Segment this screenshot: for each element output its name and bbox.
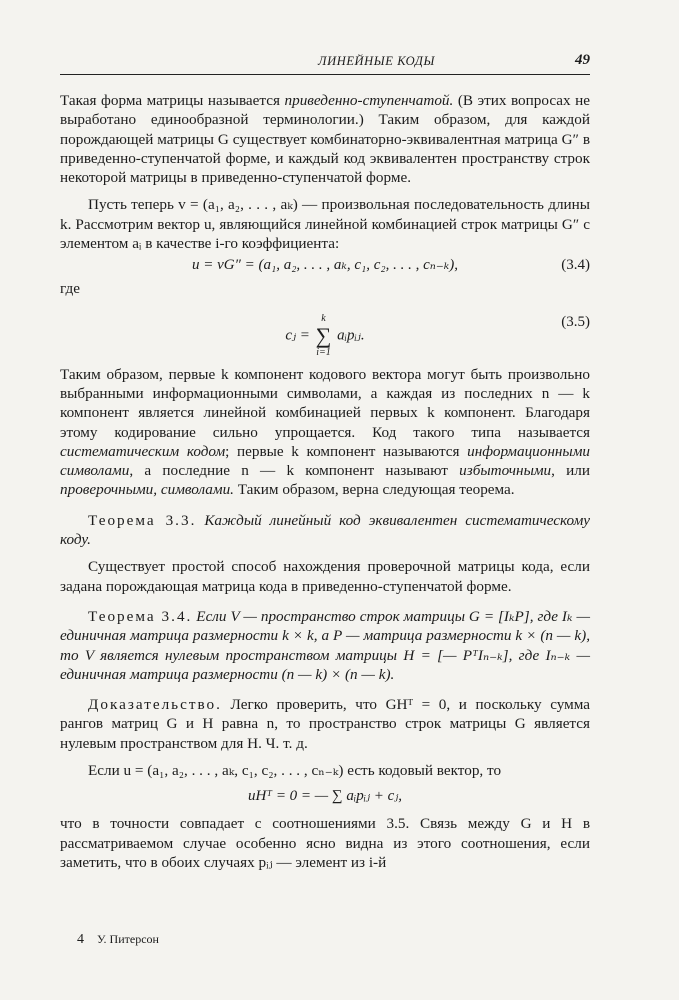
theorem-3-3-statement: Каждый линейный код эквивалентен систематическому коду. (60, 511, 591, 549)
paragraph-relation-g-h: что в точности совпадает с соотношениями 3.5. Связь между G и H в рассматриваемом случае особенно ясно видна из этого соотношения, если заметить, что в обоих случаях pᵢⱼ — элемент из i-й (60, 815, 590, 871)
theorem-3-3 (60, 511, 590, 550)
theorem-3-4-statement: Если V — пространство строк матрицы G = [IₖP], где Iₖ — единичная матрица размерности k × k, а P — матрица размерности k × (n — k), то V является нулевым пространством матрицы H = [— PᵀIₙ₋ₖ], где Iₙ₋ₖ — единичная матрица размерности (n — k) × (n — k). (60, 607, 590, 683)
text-run: ; первые k компонент называются (225, 442, 468, 460)
equation-3-4-number: (3.4) (561, 257, 590, 274)
summation-sign (316, 313, 332, 359)
theorem-3-4-label: Теорема 3.4. (88, 607, 193, 625)
text-run: Таким образом, первые k компонент кодового вектора могут быть произвольно выбранными информационными символами, а каждая из последних n — k компонент является линейной комбинацией первых k компонент. Благодаря этому кодирование сильно упрощается. Код такого типа называется (60, 365, 590, 441)
equation-3-5 (60, 299, 590, 357)
text-run: , или (551, 462, 590, 480)
theorem-3-3-label: Теорема 3.3. (88, 511, 197, 529)
equation-uh-expression: uHᵀ = 0 = — ∑ aᵢpᵢⱼ + cⱼ, (247, 788, 403, 805)
page-number: 49 (575, 52, 590, 68)
text-run: , а последние n — k компонент называют (129, 462, 460, 480)
equation-3-5-lhs: cⱼ = (285, 327, 310, 344)
term-reduced-echelon: приведенно-ступенчатой. (284, 92, 454, 109)
equation-3-5-number: (3.5) (561, 313, 590, 330)
text-run: Таким образом, верна следующая теорема. (233, 481, 515, 499)
equation-3-5-expression (60, 313, 590, 359)
theorem-3-4 (60, 607, 590, 684)
term-information-symbols: информационными символами (60, 442, 591, 480)
term-redundant: избыточными (459, 462, 552, 480)
paragraph-systematic-code (60, 365, 590, 500)
equation-3-5-rhs: aᵢpᵢⱼ. (337, 327, 365, 344)
page-header (60, 50, 590, 75)
equation-3-4-expression: u = vG″ = (a₁, a₂, . . . , aₖ, c₁, c₂, . . . , cₙ₋ₖ), (192, 257, 458, 274)
paragraph-code-vector: Если u = (a₁, a₂, . . . , aₖ, c₁, c₂, . . . , cₙ₋ₖ) есть кодовый вектор, то (88, 762, 502, 780)
equation-uh (60, 780, 590, 814)
paragraph-linear-combination: Пусть теперь v = (a₁, a₂, . . . , aₖ) — произвольная последовательность длины k. Рассмотрим вектор u, являющийся линейной комбинацией строк матрицы G″ с элементом aᵢ в качестве i-го коэффициента: (60, 196, 590, 253)
term-systematic-code: систематическим кодом (60, 442, 226, 460)
proof-text: Легко проверить, что GHᵀ = 0, и поскольку сумма рангов матриц G и H равна n, то пространство строк матрицы G является нулевым пространством для H. Ч. т. д. (60, 696, 590, 752)
signature-mark: 4 (77, 932, 84, 947)
page-body (60, 91, 590, 872)
term-check-symbols: проверочными, символами. (60, 481, 234, 499)
paragraph-check-matrix: Существует простой способ нахождения проверочной матрицы кода, если задана порождающая матрица кода в приведенно-ступенчатой форме. (60, 558, 590, 595)
proof-label: Доказательство. (88, 696, 222, 714)
footer-author: У. Питерсон (97, 932, 159, 946)
sum-symbol: ∑ (315, 322, 332, 348)
word-where: где (60, 280, 80, 298)
sum-upper-limit: k (321, 312, 326, 324)
text-run: Такая форма матрицы называется (60, 92, 285, 109)
running-head: ЛИНЕЙНЫЕ КОДЫ (318, 54, 435, 68)
equation-3-4 (60, 253, 590, 279)
sum-lower-limit: i=1 (316, 346, 331, 358)
paragraph-reduced-echelon (60, 91, 590, 187)
proof (60, 695, 590, 753)
page-footer (77, 932, 159, 948)
text-run: (В этих вопросах не выработано единообразной терминологии.) Таким образом, для каждой порождающей матрицы G существует комбинаторно-эквивалентная матрица G″ в приведенно-ступенчатой форме, и каждый код эквивалентен пространству строк некоторой матрицы в приведенно-ступенчатой форме. (60, 92, 590, 187)
